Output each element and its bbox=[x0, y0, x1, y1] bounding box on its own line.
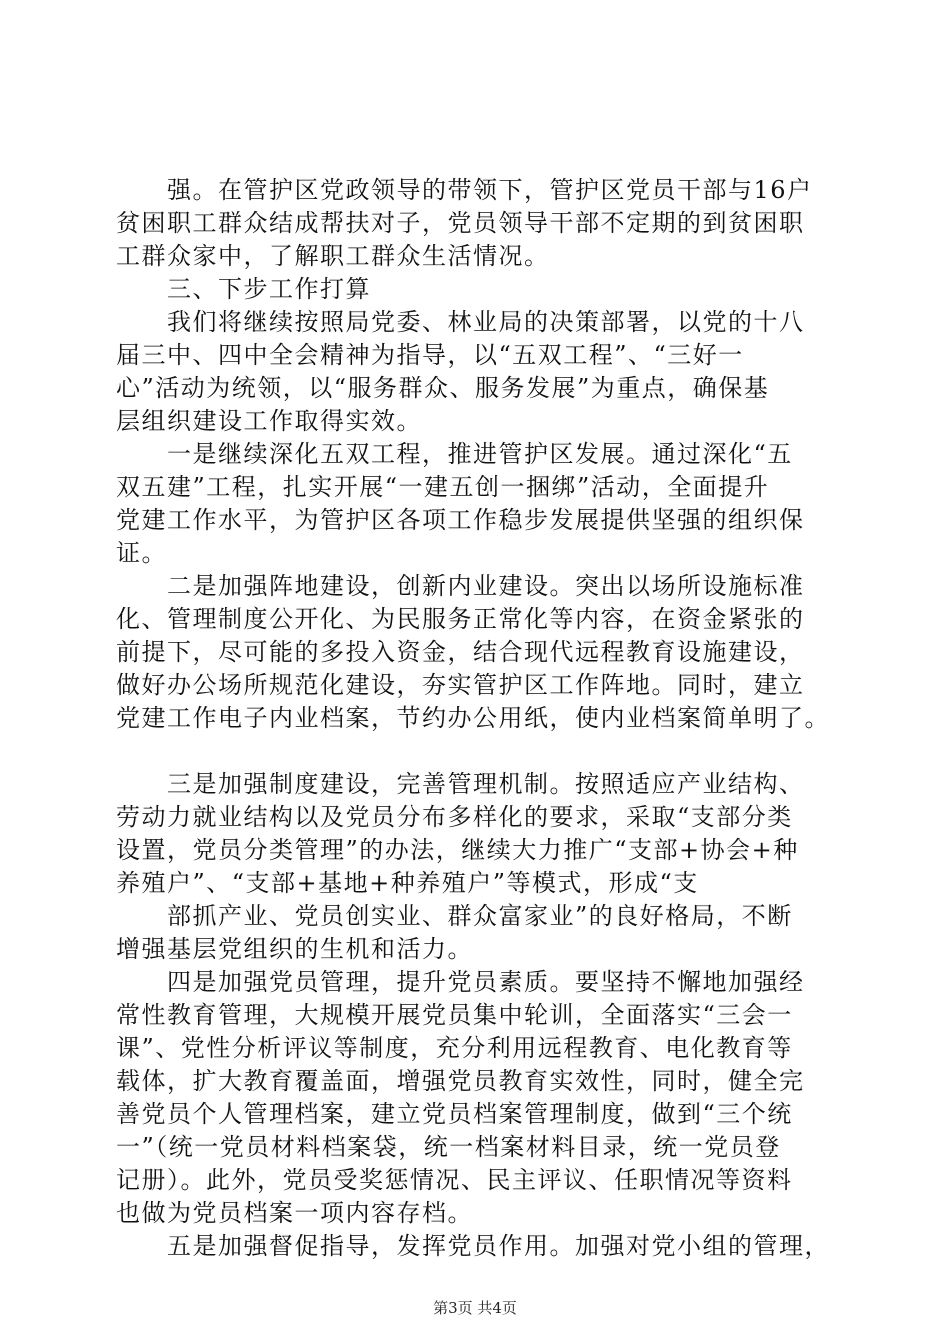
text-line: 四是加强党员管理，提升党员素质。要坚持不懈地加强经 bbox=[116, 968, 805, 996]
blank-line bbox=[116, 735, 840, 768]
text-line: 课”、党性分析评议等制度，充分利用远程教育、电化教育等 bbox=[116, 1034, 793, 1062]
text-line: 劳动力就业结构以及党员分布多样化的要求，采取“支部分类 bbox=[116, 803, 793, 831]
text-line: 层组织建设工作取得实效。 bbox=[116, 407, 422, 435]
text-line: 化、管理制度公开化、为民服务正常化等内容，在资金紧张的 bbox=[116, 605, 805, 633]
text-line: 五是加强督促指导，发挥党员作用。加强对党小组的管理， bbox=[116, 1232, 830, 1260]
text-line: 二是加强阵地建设，创新内业建设。突出以场所设施标准 bbox=[116, 572, 805, 600]
text-line: 一”（统一党员材料档案袋，统一档案材料目录，统一党员登 bbox=[116, 1133, 781, 1161]
text-line: 心”活动为统领，以“服务群众、服务发展”为重点，确保基 bbox=[116, 374, 770, 402]
text-line: 证。 bbox=[116, 539, 167, 567]
text-line: 设置，党员分类管理”的办法，继续大力推广“支部+协会+种 bbox=[116, 836, 799, 864]
text-line: 我们将继续按照局党委、林业局的决策部署，以党的十八 bbox=[116, 308, 805, 336]
text-line: 工群众家中，了解职工群众生活情况。 bbox=[116, 242, 550, 270]
text-line: 双五建”工程，扎实开展“一建五创一捆绑”活动，全面提升 bbox=[116, 473, 770, 501]
page-footer: 第3页 共4页 bbox=[433, 1299, 517, 1317]
text-line: 三、下步工作打算 bbox=[116, 275, 371, 303]
text-line: 前提下，尽可能的多投入资金，结合现代远程教育设施建设， bbox=[116, 638, 805, 666]
text-line: 部抓产业、党员创实业、群众富家业”的良好格局，不断 bbox=[116, 902, 793, 930]
text-line: 强。在管护区党政领导的带领下，管护区党员干部与16户 bbox=[116, 176, 813, 204]
text-line: 做好办公场所规范化建设，夯实管护区工作阵地。同时，建立 bbox=[116, 671, 805, 699]
text-line: 届三中、四中全会精神为指导，以“五双工程”、“三好一 bbox=[116, 341, 744, 369]
text-line: 一是继续深化五双工程，推进管护区发展。通过深化“五 bbox=[116, 440, 793, 468]
text-line: 养殖户”、“支部+基地+种养殖户”等模式，形成“支 bbox=[116, 869, 699, 897]
text-line: 记册）。此外，党员受奖惩情况、民主评议、任职情况等资料 bbox=[116, 1166, 793, 1194]
text-line: 载体，扩大教育覆盖面，增强党员教育实效性，同时，健全完 bbox=[116, 1067, 805, 1095]
text-line: 增强基层党组织的生机和活力。 bbox=[116, 935, 473, 963]
text-line: 常性教育管理，大规模开展党员集中轮训，全面落实“三会一 bbox=[116, 1001, 793, 1029]
text-line: 党建工作水平，为管护区各项工作稳步发展提供坚强的组织保 bbox=[116, 506, 805, 534]
text-line: 党建工作电子内业档案，节约办公用纸，使内业档案简单明了。 bbox=[116, 704, 830, 732]
text-line: 贫困职工群众结成帮扶对子，党员领导干部不定期的到贫困职 bbox=[116, 209, 805, 237]
text-line: 善党员个人管理档案，建立党员档案管理制度，做到“三个统 bbox=[116, 1100, 793, 1128]
text-line: 三是加强制度建设，完善管理机制。按照适应产业结构、 bbox=[116, 770, 805, 798]
text-line: 也做为党员档案一项内容存档。 bbox=[116, 1199, 473, 1227]
document-body bbox=[116, 174, 840, 1263]
